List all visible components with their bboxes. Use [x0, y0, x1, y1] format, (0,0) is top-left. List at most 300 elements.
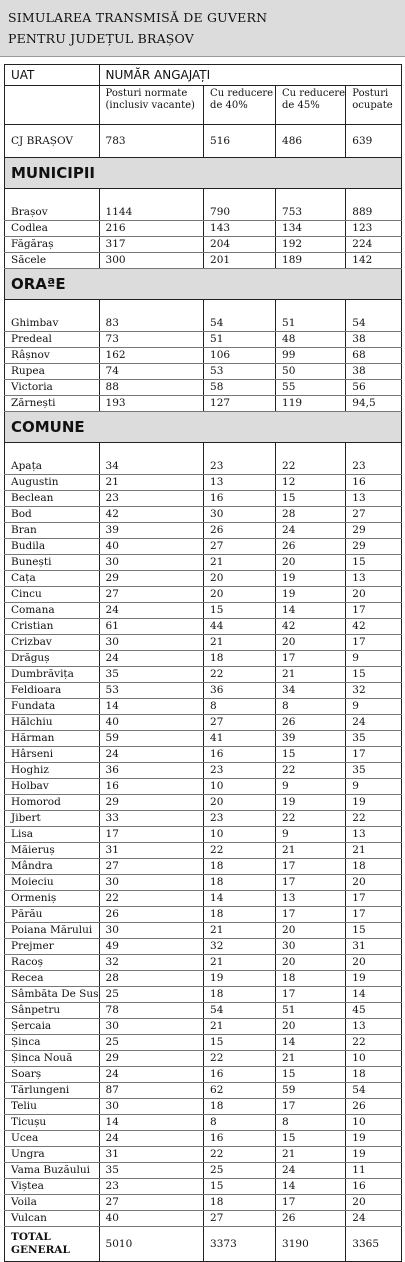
- table-cell: 40: [99, 539, 204, 555]
- table-cell: 15: [346, 555, 402, 571]
- table-cell: 516: [204, 125, 276, 158]
- table-cell: Ticușu: [5, 1115, 100, 1131]
- table-cell: 87: [99, 1083, 204, 1099]
- table-cell: 18: [204, 859, 276, 875]
- table-cell: 889: [346, 205, 402, 221]
- table-cell: 30: [99, 1019, 204, 1035]
- table-cell: 17: [346, 891, 402, 907]
- table-cell: 68: [346, 348, 402, 364]
- table-cell: 15: [276, 491, 346, 507]
- table-cell: 14: [276, 1035, 346, 1051]
- table-cell: 54: [346, 316, 402, 332]
- table-cell: 29: [99, 571, 204, 587]
- table-cell: Ucea: [5, 1131, 100, 1147]
- spacer-cell: [346, 189, 402, 206]
- table-cell: 216: [99, 221, 204, 237]
- table-cell: 143: [204, 221, 276, 237]
- table-cell: 40: [99, 1211, 204, 1227]
- table-cell: 88: [99, 380, 204, 396]
- table-cell: Vama Buzăului: [5, 1163, 100, 1179]
- table-cell: 3190: [276, 1227, 346, 1262]
- table-cell: 55: [276, 380, 346, 396]
- spacer-cell: [204, 300, 276, 317]
- table-cell: 19: [204, 971, 276, 987]
- table-cell: 20: [346, 1195, 402, 1211]
- table-cell: Beclean: [5, 491, 100, 507]
- table-cell: Hălchiu: [5, 715, 100, 731]
- table-cell: 49: [99, 939, 204, 955]
- table-cell: 15: [276, 1067, 346, 1083]
- table-cell: 16: [346, 1179, 402, 1195]
- table-row: [5, 364, 402, 380]
- table-cell: 8: [204, 1115, 276, 1131]
- table-cell: 22: [276, 459, 346, 475]
- table-row: [5, 715, 402, 731]
- table-row: [5, 332, 402, 348]
- table-cell: 30: [99, 875, 204, 891]
- table-cell: 42: [99, 507, 204, 523]
- table-cell: 13: [204, 475, 276, 491]
- table-cell: 35: [346, 763, 402, 779]
- table-cell: 99: [276, 348, 346, 364]
- table-cell: Cincu: [5, 587, 100, 603]
- table-cell: 16: [99, 779, 204, 795]
- table-row: [5, 891, 402, 907]
- table-cell: 17: [346, 635, 402, 651]
- subheader-col3: Cu reducere de 45%: [276, 86, 346, 125]
- table-cell: 28: [99, 971, 204, 987]
- table-cell: TOTAL GENERAL: [5, 1227, 100, 1262]
- table-row: [5, 811, 402, 827]
- table-cell: 21: [204, 635, 276, 651]
- table-cell: 14: [276, 1179, 346, 1195]
- table-cell: 29: [99, 1051, 204, 1067]
- table-cell: 24: [276, 1163, 346, 1179]
- table-cell: 23: [204, 763, 276, 779]
- table-row: [5, 1035, 402, 1051]
- table-cell: Predeal: [5, 332, 100, 348]
- table-cell: 25: [204, 1163, 276, 1179]
- table-cell: 83: [99, 316, 204, 332]
- table-cell: Prejmer: [5, 939, 100, 955]
- table-row: [5, 635, 402, 651]
- table-row: [5, 1067, 402, 1083]
- table-cell: Părău: [5, 907, 100, 923]
- table-cell: 5010: [99, 1227, 204, 1262]
- table-cell: 23: [99, 491, 204, 507]
- table-row: [5, 843, 402, 859]
- table-cell: 53: [204, 364, 276, 380]
- table-cell: 27: [99, 587, 204, 603]
- table-cell: 15: [346, 923, 402, 939]
- table-cell: Măieruș: [5, 843, 100, 859]
- subheader-row: [5, 86, 402, 125]
- table-cell: 22: [276, 763, 346, 779]
- table-cell: 14: [99, 699, 204, 715]
- table-cell: Bunești: [5, 555, 100, 571]
- table-row: [5, 1003, 402, 1019]
- table-row: [5, 987, 402, 1003]
- spacer-cell: [99, 443, 204, 460]
- table-cell: 40: [99, 715, 204, 731]
- table-cell: 15: [204, 603, 276, 619]
- table-cell: 18: [204, 1099, 276, 1115]
- table-cell: Bran: [5, 523, 100, 539]
- section-label: MUNICIPII: [5, 158, 402, 189]
- table-cell: 13: [346, 571, 402, 587]
- table-cell: 18: [204, 907, 276, 923]
- table-row: [5, 539, 402, 555]
- table-cell: 15: [204, 1179, 276, 1195]
- spacer-cell: [204, 443, 276, 460]
- table-cell: 34: [276, 683, 346, 699]
- spacer-cell: [204, 189, 276, 206]
- table-cell: 94,5: [346, 396, 402, 412]
- table-cell: 17: [276, 1099, 346, 1115]
- table-cell: 35: [99, 667, 204, 683]
- table-cell: 13: [346, 491, 402, 507]
- table-cell: 24: [99, 651, 204, 667]
- table-cell: Sâmbăta De Sus: [5, 987, 100, 1003]
- table-cell: 18: [204, 987, 276, 1003]
- employees-table: [4, 64, 402, 1262]
- table-row: [5, 348, 402, 364]
- table-cell: 59: [276, 1083, 346, 1099]
- table-row: [5, 1163, 402, 1179]
- table-cell: Cața: [5, 571, 100, 587]
- table-row: [5, 221, 402, 237]
- table-row: [5, 667, 402, 683]
- table-row: [5, 827, 402, 843]
- table-cell: 14: [346, 987, 402, 1003]
- table-cell: Lisa: [5, 827, 100, 843]
- spacer-cell: [276, 443, 346, 460]
- table-cell: 201: [204, 253, 276, 269]
- table-cell: Hârseni: [5, 747, 100, 763]
- table-cell: 27: [204, 715, 276, 731]
- cj-row: [5, 125, 402, 158]
- table-cell: 33: [99, 811, 204, 827]
- table-row: [5, 683, 402, 699]
- table-cell: 18: [346, 859, 402, 875]
- table-cell: 1144: [99, 205, 204, 221]
- table-cell: 192: [276, 237, 346, 253]
- table-cell: 20: [346, 955, 402, 971]
- table-cell: 31: [99, 843, 204, 859]
- table-cell: Homorod: [5, 795, 100, 811]
- table-row: [5, 205, 402, 221]
- table-cell: 10: [346, 1051, 402, 1067]
- table-cell: 15: [204, 1035, 276, 1051]
- table-row: [5, 523, 402, 539]
- table-cell: 23: [204, 459, 276, 475]
- table-cell: Tărlungeni: [5, 1083, 100, 1099]
- table-cell: 21: [346, 843, 402, 859]
- table-cell: 22: [276, 811, 346, 827]
- table-cell: 54: [204, 316, 276, 332]
- table-cell: CJ BRAȘOV: [5, 125, 100, 158]
- table-cell: 45: [346, 1003, 402, 1019]
- table-cell: 30: [99, 635, 204, 651]
- table-row: [5, 779, 402, 795]
- header-row: [5, 65, 402, 86]
- table-cell: 27: [99, 859, 204, 875]
- table-cell: 54: [204, 1003, 276, 1019]
- table-cell: 35: [99, 1163, 204, 1179]
- table-cell: 753: [276, 205, 346, 221]
- spacer-cell: [99, 300, 204, 317]
- table-cell: 9: [346, 651, 402, 667]
- table-cell: 32: [99, 955, 204, 971]
- table-row: [5, 619, 402, 635]
- table-cell: 26: [276, 715, 346, 731]
- table-row: [5, 923, 402, 939]
- table-cell: 21: [204, 555, 276, 571]
- table-cell: 23: [346, 459, 402, 475]
- table-row: [5, 380, 402, 396]
- table-cell: 24: [99, 1131, 204, 1147]
- table-row: [5, 651, 402, 667]
- table-cell: 34: [99, 459, 204, 475]
- table-cell: 22: [204, 1147, 276, 1163]
- section-header: [5, 158, 402, 189]
- table-cell: 300: [99, 253, 204, 269]
- table-cell: 21: [204, 1019, 276, 1035]
- table-cell: 58: [204, 380, 276, 396]
- table-cell: Viștea: [5, 1179, 100, 1195]
- table-cell: 16: [204, 747, 276, 763]
- table-cell: 27: [99, 1195, 204, 1211]
- table-row: [5, 237, 402, 253]
- table-cell: 16: [346, 475, 402, 491]
- table-cell: Teliu: [5, 1099, 100, 1115]
- table-cell: 8: [204, 699, 276, 715]
- table-cell: 24: [99, 1067, 204, 1083]
- table-cell: 32: [204, 939, 276, 955]
- table-cell: Vulcan: [5, 1211, 100, 1227]
- table-cell: 78: [99, 1003, 204, 1019]
- table-cell: 22: [99, 891, 204, 907]
- table-cell: 24: [99, 603, 204, 619]
- table-cell: 15: [276, 747, 346, 763]
- table-cell: 17: [276, 875, 346, 891]
- table-row: [5, 1115, 402, 1131]
- table-cell: 639: [346, 125, 402, 158]
- table-cell: 39: [276, 731, 346, 747]
- table-cell: Ghimbav: [5, 316, 100, 332]
- table-cell: 17: [276, 907, 346, 923]
- table-cell: 21: [204, 955, 276, 971]
- table-cell: Drăguș: [5, 651, 100, 667]
- table-cell: Recea: [5, 971, 100, 987]
- table-cell: 28: [276, 507, 346, 523]
- table-cell: Ungra: [5, 1147, 100, 1163]
- table-cell: 22: [204, 667, 276, 683]
- section-label: ORAªE: [5, 269, 402, 300]
- table-cell: 21: [204, 923, 276, 939]
- spacer-cell: [346, 443, 402, 460]
- table-cell: 20: [276, 635, 346, 651]
- table-row: [5, 587, 402, 603]
- table-cell: 38: [346, 364, 402, 380]
- table-cell: 18: [346, 1067, 402, 1083]
- table-row: [5, 1147, 402, 1163]
- table-cell: 50: [276, 364, 346, 380]
- table-cell: Voila: [5, 1195, 100, 1211]
- header-group: NUMĂR ANGAJAȚI: [99, 65, 401, 86]
- table-cell: 9: [276, 779, 346, 795]
- table-cell: 16: [204, 1131, 276, 1147]
- table-row: [5, 571, 402, 587]
- table-cell: 11: [346, 1163, 402, 1179]
- table-cell: 20: [276, 923, 346, 939]
- table-cell: 38: [346, 332, 402, 348]
- table-cell: Cristian: [5, 619, 100, 635]
- table-cell: Șinca Nouă: [5, 1051, 100, 1067]
- table-cell: 24: [276, 523, 346, 539]
- table-cell: 48: [276, 332, 346, 348]
- table-cell: 13: [346, 827, 402, 843]
- table-cell: 26: [276, 1211, 346, 1227]
- table-cell: 20: [276, 1019, 346, 1035]
- subheader-col4: Posturi ocupate: [346, 86, 402, 125]
- table-cell: Hoghiz: [5, 763, 100, 779]
- subheader-empty: [5, 86, 100, 125]
- table-cell: 59: [99, 731, 204, 747]
- table-cell: 106: [204, 348, 276, 364]
- table-cell: 9: [346, 779, 402, 795]
- section-spacer: [5, 300, 402, 317]
- title-line-2: PENTRU JUDEȚUL BRAȘOV: [8, 31, 195, 46]
- table-cell: 17: [276, 1195, 346, 1211]
- table-cell: Ormeniș: [5, 891, 100, 907]
- table-cell: 14: [276, 603, 346, 619]
- section-spacer: [5, 189, 402, 206]
- table-cell: 15: [276, 1131, 346, 1147]
- table-cell: 17: [346, 907, 402, 923]
- table-cell: 8: [276, 1115, 346, 1131]
- table-cell: 127: [204, 396, 276, 412]
- table-cell: 31: [346, 939, 402, 955]
- table-cell: 29: [346, 523, 402, 539]
- table-cell: Soarș: [5, 1067, 100, 1083]
- table-cell: 8: [276, 699, 346, 715]
- table-cell: 204: [204, 237, 276, 253]
- table-cell: 486: [276, 125, 346, 158]
- table-cell: 22: [204, 843, 276, 859]
- table-cell: 18: [204, 875, 276, 891]
- table-cell: 15: [346, 667, 402, 683]
- table-cell: 56: [346, 380, 402, 396]
- table-cell: 162: [99, 348, 204, 364]
- title-line-1: SIMULAREA TRANSMISĂ DE GUVERN: [8, 10, 268, 25]
- table-cell: 16: [204, 1067, 276, 1083]
- table-cell: Săcele: [5, 253, 100, 269]
- table-cell: 20: [204, 795, 276, 811]
- header-uat: UAT: [5, 65, 100, 86]
- spacer-cell: [5, 189, 100, 206]
- subheader-col2: Cu reducere de 40%: [204, 86, 276, 125]
- table-cell: 24: [346, 715, 402, 731]
- table-cell: 119: [276, 396, 346, 412]
- table-row: [5, 1195, 402, 1211]
- table-cell: Poiana Mărului: [5, 923, 100, 939]
- table-cell: 10: [204, 827, 276, 843]
- spacer-cell: [5, 443, 100, 460]
- table-cell: 17: [99, 827, 204, 843]
- table-cell: 10: [346, 1115, 402, 1131]
- subheader-col1: Posturi normate (inclusiv vacante): [99, 86, 204, 125]
- table-cell: 30: [276, 939, 346, 955]
- table-cell: 13: [346, 1019, 402, 1035]
- table-cell: 23: [204, 811, 276, 827]
- table-cell: 30: [204, 507, 276, 523]
- spacer-cell: [276, 189, 346, 206]
- table-cell: 3373: [204, 1227, 276, 1262]
- table-cell: 73: [99, 332, 204, 348]
- table-cell: 36: [99, 763, 204, 779]
- table-cell: Comana: [5, 603, 100, 619]
- table-cell: Victoria: [5, 380, 100, 396]
- total-row: [5, 1227, 402, 1262]
- table-cell: 19: [276, 571, 346, 587]
- table-row: [5, 1131, 402, 1147]
- table-row: [5, 253, 402, 269]
- section-header: [5, 412, 402, 443]
- table-cell: 31: [99, 1147, 204, 1163]
- table-cell: Hărman: [5, 731, 100, 747]
- spacer-cell: [99, 189, 204, 206]
- table-row: [5, 763, 402, 779]
- table-cell: 17: [276, 651, 346, 667]
- table-cell: 20: [276, 955, 346, 971]
- table-cell: 22: [204, 1051, 276, 1067]
- table-cell: Mândra: [5, 859, 100, 875]
- table-row: [5, 507, 402, 523]
- table-cell: Crizbav: [5, 635, 100, 651]
- table-row: [5, 555, 402, 571]
- table-cell: 42: [346, 619, 402, 635]
- table-cell: 14: [99, 1115, 204, 1131]
- table-cell: 54: [346, 1083, 402, 1099]
- table-cell: 27: [204, 1211, 276, 1227]
- table-cell: 19: [346, 1147, 402, 1163]
- table-cell: 142: [346, 253, 402, 269]
- table-row: [5, 699, 402, 715]
- table-row: [5, 907, 402, 923]
- table-cell: 9: [276, 827, 346, 843]
- table-cell: 29: [99, 795, 204, 811]
- table-row: [5, 1179, 402, 1195]
- table-cell: 21: [276, 1051, 346, 1067]
- table-cell: 53: [99, 683, 204, 699]
- table-row: [5, 1083, 402, 1099]
- table-cell: 24: [346, 1211, 402, 1227]
- table-cell: 22: [346, 811, 402, 827]
- table-cell: 26: [204, 523, 276, 539]
- table-cell: 20: [276, 555, 346, 571]
- table-cell: 23: [99, 1179, 204, 1195]
- table-cell: 19: [276, 795, 346, 811]
- table-cell: 18: [276, 971, 346, 987]
- table-cell: 36: [204, 683, 276, 699]
- table-cell: 18: [204, 1195, 276, 1211]
- table-cell: 62: [204, 1083, 276, 1099]
- table-cell: 12: [276, 475, 346, 491]
- table-row: [5, 396, 402, 412]
- table-cell: 17: [276, 987, 346, 1003]
- table-cell: 32: [346, 683, 402, 699]
